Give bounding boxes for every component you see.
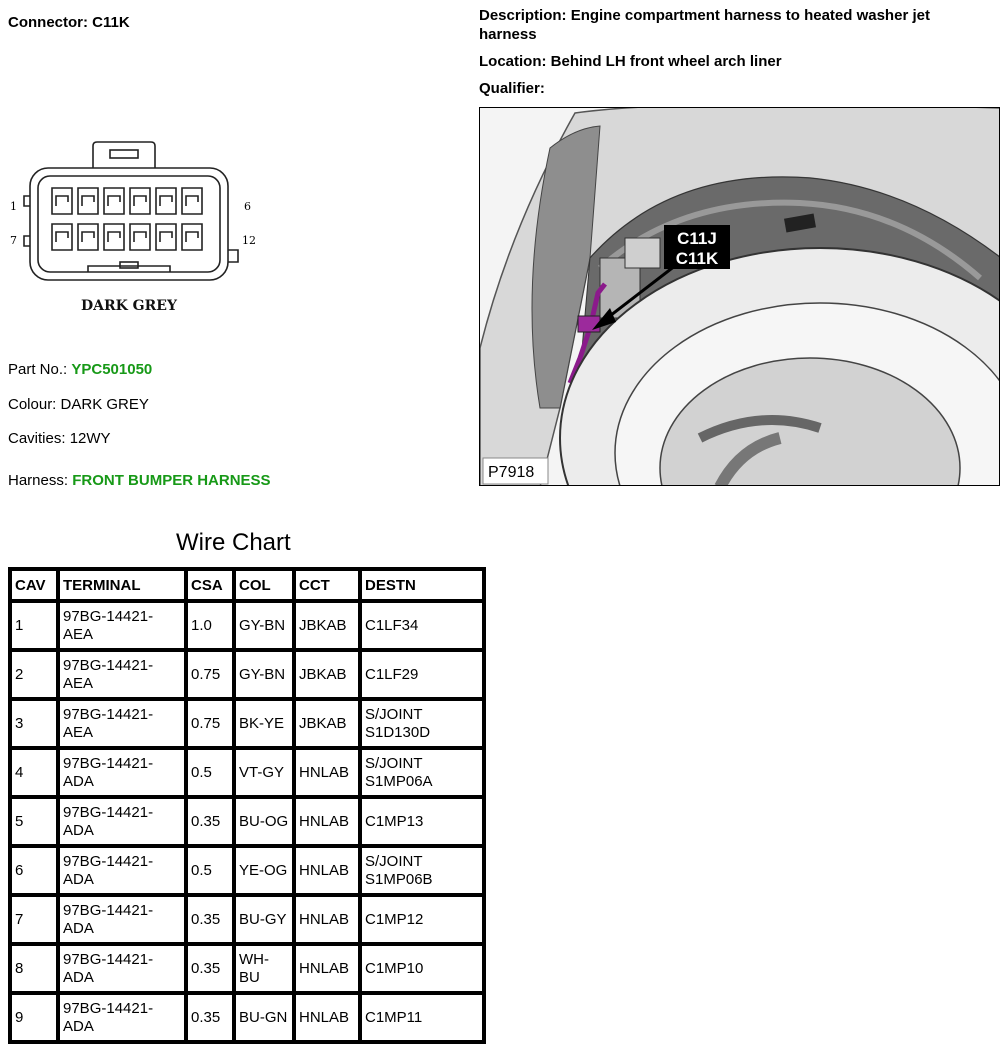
- part-no-link[interactable]: YPC501050: [71, 361, 153, 378]
- table-row: [10, 748, 484, 797]
- table-row: [10, 846, 484, 895]
- description-row: [479, 6, 989, 44]
- cell-cct: HNLAB: [294, 993, 360, 1042]
- cell-csa: 0.5: [186, 748, 234, 797]
- cell-col: GY-BN: [234, 650, 294, 699]
- cell-cct: HNLAB: [294, 748, 360, 797]
- cell-cct: HNLAB: [294, 944, 360, 993]
- header-csa: CSA: [186, 569, 234, 601]
- cavity: [156, 188, 176, 214]
- cell-destn: C1MP10: [360, 944, 484, 993]
- table-row: [10, 601, 484, 650]
- cell-cct: HNLAB: [294, 846, 360, 895]
- cell-destn: C1MP13: [360, 797, 484, 846]
- cell-destn: C1MP11: [360, 993, 484, 1042]
- cell-col: VT-GY: [234, 748, 294, 797]
- callout-c11k: C11K: [675, 249, 719, 268]
- table-row: [10, 699, 484, 748]
- cell-cav: 1: [10, 601, 58, 650]
- part-no-label: Part No.:: [8, 361, 68, 378]
- cell-cav: 6: [10, 846, 58, 895]
- cell-terminal: 97BG-14421-ADA: [58, 748, 186, 797]
- cell-terminal: 97BG-14421-ADA: [58, 846, 186, 895]
- cavity: [78, 188, 98, 214]
- cavities-label: Cavities:: [8, 430, 66, 447]
- cell-col: BK-YE: [234, 699, 294, 748]
- location-label: Location:: [479, 53, 547, 70]
- colour-label: Colour:: [8, 396, 57, 413]
- table-row: [10, 797, 484, 846]
- cell-col: BU-GY: [234, 895, 294, 944]
- cell-terminal: 97BG-14421-ADA: [58, 944, 186, 993]
- connector-value: C11K: [92, 14, 130, 31]
- cell-terminal: 97BG-14421-ADA: [58, 895, 186, 944]
- cell-terminal: 97BG-14421-ADA: [58, 797, 186, 846]
- cell-col: YE-OG: [234, 846, 294, 895]
- cell-csa: 0.35: [186, 944, 234, 993]
- description-label: Description:: [479, 7, 567, 24]
- description-value: Engine compartment harness to heated washer jet harness: [479, 7, 930, 43]
- cell-cct: JBKAB: [294, 601, 360, 650]
- cell-cct: HNLAB: [294, 797, 360, 846]
- header-destn: DESTN: [360, 569, 484, 601]
- cavities-value: 12WY: [69, 430, 111, 447]
- cell-col: GY-BN: [234, 601, 294, 650]
- cell-cav: 8: [10, 944, 58, 993]
- table-row: [10, 650, 484, 699]
- cell-destn: S/JOINT S1D130D: [360, 699, 484, 748]
- cell-terminal: 97BG-14421-AEA: [58, 699, 186, 748]
- cell-cav: 5: [10, 797, 58, 846]
- cell-cav: 7: [10, 895, 58, 944]
- cell-cav: 3: [10, 699, 58, 748]
- pin-label-7: 7: [10, 234, 17, 247]
- cell-cav: 2: [10, 650, 58, 699]
- location-illustration: [479, 107, 1000, 486]
- cavity: [52, 224, 72, 250]
- cavity: [78, 224, 98, 250]
- pin-label-1: 1: [10, 200, 17, 213]
- cell-cct: HNLAB: [294, 895, 360, 944]
- cavity: [156, 224, 176, 250]
- part-no-row: [8, 361, 152, 378]
- diagram-colour-label: DARK GREY: [81, 298, 177, 314]
- cell-terminal: 97BG-14421-ADA: [58, 993, 186, 1042]
- table-header-row: [10, 569, 484, 601]
- cell-destn: C1MP12: [360, 895, 484, 944]
- cell-cav: 9: [10, 993, 58, 1042]
- cavity: [104, 188, 124, 214]
- cell-destn: C1LF34: [360, 601, 484, 650]
- wire-chart-body: [10, 601, 484, 1042]
- cell-cav: 4: [10, 748, 58, 797]
- cavity: [130, 188, 150, 214]
- cell-destn: S/JOINT S1MP06B: [360, 846, 484, 895]
- pin-label-12: 12: [242, 234, 256, 247]
- cell-destn: C1LF29: [360, 650, 484, 699]
- connector-face-diagram: [8, 138, 258, 318]
- qualifier-row: [479, 79, 545, 98]
- table-row: [10, 895, 484, 944]
- header-terminal: TERMINAL: [58, 569, 186, 601]
- colour-row: [8, 396, 149, 413]
- wire-chart-table: [8, 567, 486, 1044]
- cell-col: BU-OG: [234, 797, 294, 846]
- cell-cct: JBKAB: [294, 650, 360, 699]
- header-cct: CCT: [294, 569, 360, 601]
- cell-terminal: 97BG-14421-AEA: [58, 650, 186, 699]
- cell-cct: JBKAB: [294, 699, 360, 748]
- pin-label-6: 6: [244, 200, 251, 213]
- cavity: [130, 224, 150, 250]
- cavity: [104, 224, 124, 250]
- harness-row: [8, 472, 271, 489]
- cavity: [182, 188, 202, 214]
- table-row: [10, 993, 484, 1042]
- cell-csa: 0.35: [186, 797, 234, 846]
- header-col: COL: [234, 569, 294, 601]
- cell-col: WH-BU: [234, 944, 294, 993]
- callout-c11j: C11J: [677, 229, 717, 248]
- cell-csa: 0.75: [186, 650, 234, 699]
- cell-terminal: 97BG-14421-AEA: [58, 601, 186, 650]
- location-value: Behind LH front wheel arch liner: [550, 53, 782, 70]
- cavities-row: [8, 430, 111, 447]
- cavity: [182, 224, 202, 250]
- connector-heading: [8, 14, 130, 31]
- connector-label: Connector:: [8, 14, 88, 31]
- cell-csa: 0.35: [186, 895, 234, 944]
- qualifier-label: Qualifier:: [479, 80, 545, 97]
- cell-col: BU-GN: [234, 993, 294, 1042]
- cell-csa: 0.5: [186, 846, 234, 895]
- cell-csa: 0.75: [186, 699, 234, 748]
- harness-link[interactable]: FRONT BUMPER HARNESS: [72, 472, 271, 489]
- cavity: [52, 188, 72, 214]
- harness-label: Harness:: [8, 472, 69, 489]
- cell-destn: S/JOINT S1MP06A: [360, 748, 484, 797]
- wire-chart-title: Wire Chart: [176, 529, 291, 556]
- header-cav: CAV: [10, 569, 58, 601]
- table-row: [10, 944, 484, 993]
- cell-csa: 0.35: [186, 993, 234, 1042]
- location-row: [479, 52, 782, 71]
- cell-csa: 1.0: [186, 601, 234, 650]
- figure-id: P7918: [488, 464, 535, 481]
- colour-value: DARK GREY: [60, 396, 149, 413]
